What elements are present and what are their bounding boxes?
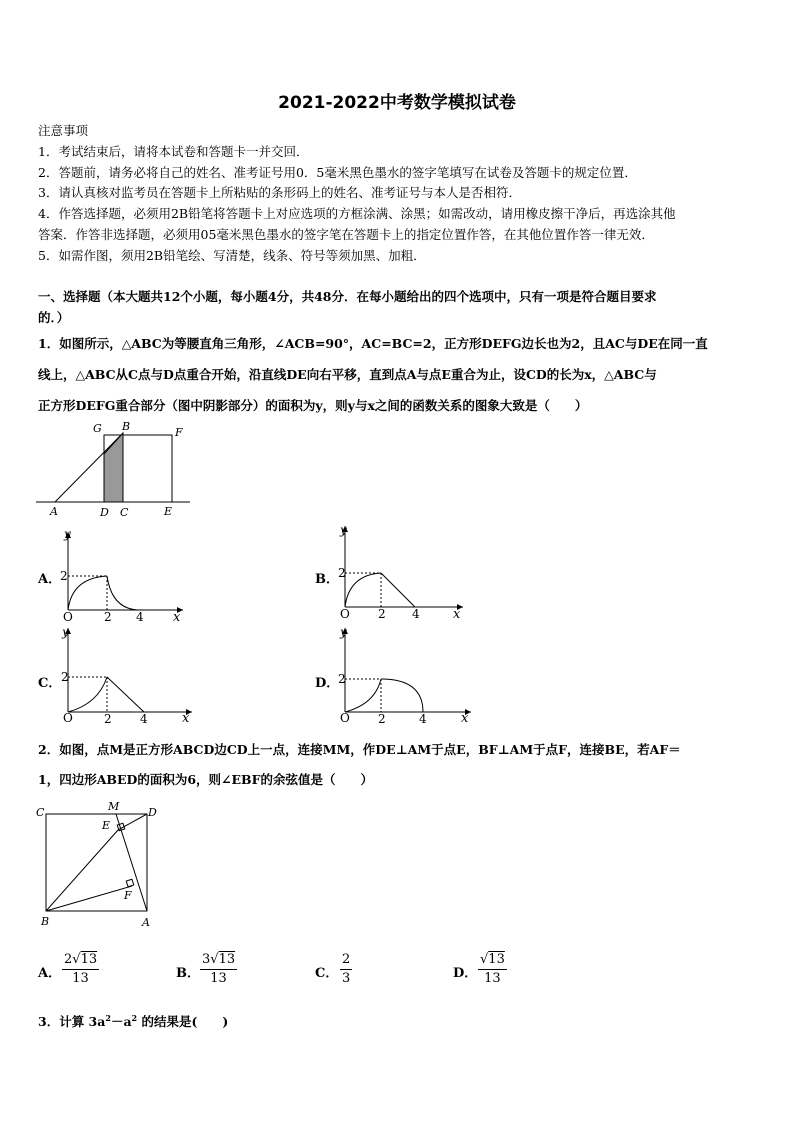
q3-text: 3．计算 $3a^2-a^2$ 的结果是( ) (38, 1012, 229, 1029)
svg-text:B: B (41, 915, 50, 928)
svg-text:A: A (142, 916, 150, 929)
svg-text:x: x (453, 607, 461, 622)
section-heading-cont: 的．） (38, 310, 70, 325)
q2-figure (34, 798, 164, 933)
notice-item: 4．作答选择题，必须用2B铅笔将答题卡上对应选项的方框涂满、涂黑；如需改动，请用橡皮擦干净后，再选涂其他 (38, 206, 676, 221)
q2-line-de (118, 814, 147, 830)
svg-text:4: 4 (140, 712, 148, 724)
label-f: F (175, 426, 183, 439)
q2-option-b-label[interactable]: B． (176, 966, 200, 981)
svg-text:2: 2 (104, 610, 112, 624)
q1-option-c-label[interactable]: C． (38, 676, 62, 691)
q2-text: 2．如图，点M是正方形ABCD边CD上一点，连接MM，作DE⊥AM于点E，BF⊥AM于点F，连接BE，若AF＝ (38, 742, 681, 757)
notice-item: 1．考试结束后，请将本试卷和答题卡一并交回． (38, 144, 309, 159)
label-c: C (120, 506, 129, 519)
svg-text:2: 2 (338, 672, 346, 686)
svg-text:O: O (63, 711, 73, 724)
q2-line-be (46, 830, 118, 911)
q2-option-c-label[interactable]: C． (315, 966, 339, 981)
svg-text:4: 4 (419, 712, 427, 724)
section-heading: 一、选择题（本大题共12个小题，每小题4分，共48分．在每小题给出的四个选项中，只有一项是符合题目要求 (38, 289, 657, 304)
label-d: D (100, 506, 109, 519)
svg-text:O: O (340, 711, 350, 724)
svg-text:4: 4 (412, 607, 420, 621)
svg-text:2: 2 (378, 607, 386, 621)
notice-item: 5．如需作图，须用2B铅笔绘、写清楚，线条、符号等须加黑、加粗． (38, 248, 426, 263)
q1-option-d-graph[interactable] (335, 624, 475, 724)
svg-text:2: 2 (61, 670, 69, 684)
label-g: G (93, 422, 102, 435)
q1-option-b-graph[interactable] (335, 522, 467, 622)
svg-text:y: y (64, 528, 71, 541)
svg-text:M: M (108, 800, 120, 813)
q2-text: 1，四边形ABED的面积为6，则∠EBF的余弦值是（ ） (38, 772, 373, 787)
svg-text:y: y (340, 625, 347, 639)
svg-text:E: E (102, 819, 111, 832)
q2-line-bf (46, 886, 132, 911)
svg-text:4: 4 (136, 610, 144, 624)
q1-option-d-label[interactable]: D． (315, 676, 340, 691)
q2-option-a-value[interactable]: $\frac{2√13}{13}$ (64, 952, 98, 986)
notice-item: 3．请认真核对监考员在答题卡上所粘贴的条形码上的姓名、准考证号与本人是否相符． (38, 185, 521, 200)
q1-option-c-graph[interactable] (58, 624, 196, 724)
page-title: 2021-2022中考数学模拟试卷 (278, 93, 516, 113)
q1-text: 线上，△ABC从C点与D点重合开始，沿直线DE向右平移，直到点A与点E重合为止，设CD的长为x，△ABC与 (38, 367, 657, 382)
label-a: A (50, 505, 58, 518)
svg-text:D: D (148, 806, 157, 819)
svg-text:x: x (182, 711, 190, 724)
q2-option-b-value[interactable]: $\frac{3√13}{13}$ (202, 952, 236, 986)
svg-text:x: x (173, 610, 181, 624)
q1-option-a-graph[interactable] (58, 528, 188, 624)
q2-option-d-value[interactable]: $\frac{√13}{13}$ (480, 952, 505, 986)
svg-text:2: 2 (60, 569, 68, 583)
q1-figure (36, 420, 192, 520)
svg-text:O: O (340, 607, 350, 621)
notice-heading: 注意事项 (38, 123, 89, 138)
q1-text: 正方形DEFG重合部分（图中阴影部分）的面积为y，则y与x之间的函数关系的图象大致是（ ） (38, 398, 588, 413)
q1-option-a-label[interactable]: A． (38, 572, 62, 587)
svg-text:C: C (36, 806, 45, 819)
q1-text: 1．如图所示，△ABC为等腰直角三角形，∠ACB=90°，AC=BC=2，正方形DEFG边长也为2，且AC与DE在同一直 (38, 336, 708, 351)
svg-text:F: F (124, 889, 132, 902)
q2-option-a-label[interactable]: A． (38, 966, 62, 981)
label-e: E (164, 505, 173, 518)
svg-text:y: y (340, 523, 347, 537)
svg-text:2: 2 (338, 566, 346, 580)
notice-item: 答案．作答非选择题，必须用05毫米黑色墨水的签字笔在答题卡上的指定位置作答，在其他位置作答一律无效． (38, 227, 654, 242)
svg-text:2: 2 (104, 712, 112, 724)
notice-item: 2．答题前，请务必将自己的姓名、准考证号用0．5毫米黑色墨水的签字笔填写在试卷及答题卡的规定位置． (38, 165, 637, 180)
svg-text:x: x (461, 711, 469, 724)
svg-text:2: 2 (378, 712, 386, 724)
svg-text:O: O (63, 610, 73, 624)
label-b: B (122, 420, 131, 433)
q2-option-c-value[interactable]: $\frac{2}{3}$ (342, 952, 351, 986)
q2-option-d-label[interactable]: D． (453, 966, 478, 981)
svg-text:y: y (62, 625, 69, 639)
q1-option-b-label[interactable]: B． (315, 572, 339, 587)
